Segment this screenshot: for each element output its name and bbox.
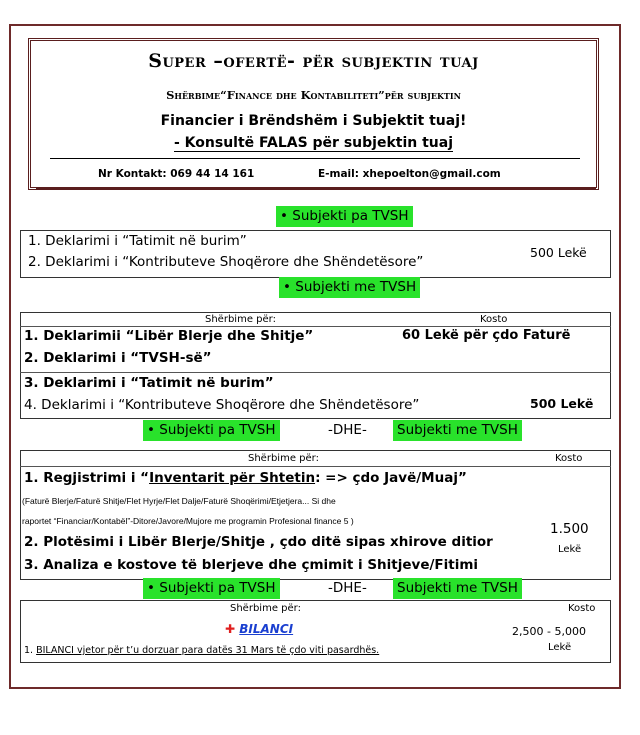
badge-pa-tvsh: • Subjekti pa TVSH: [276, 206, 413, 227]
banner3-me-tvsh: Subjekti me TVSH: [393, 420, 522, 441]
section3-price: 1.500: [550, 521, 589, 537]
contact-phone: Nr Kontakt: 069 44 14 161: [98, 168, 255, 180]
section1-item-1: 1. Deklarimi i “Tatimit në burim”: [28, 233, 247, 249]
banner4-me-tvsh: Subjekti me TVSH: [393, 578, 522, 599]
page-subtitle: Shërbime“Finance dhe Kontabiliteti”për subjektin: [166, 88, 461, 102]
section3-col-services: Shërbime për:: [248, 453, 319, 464]
banner4-dhe: -DHE-: [328, 580, 367, 596]
section3-price-unit: Lekë: [558, 544, 582, 555]
bilanci-heading: [225, 622, 293, 636]
banner3-dhe: -DHE-: [328, 422, 367, 438]
bilanci-link[interactable]: BILANCI: [36, 645, 74, 656]
header-tagline: Financier i Brëndshëm i Subjektit tuaj!: [160, 113, 467, 129]
plus-icon: ✚: [225, 622, 236, 636]
section4-col-cost: Kosto: [568, 603, 596, 614]
header-divider: [50, 158, 580, 159]
section3-note-1: (Faturë Blerje/Faturë Shitje/Flet Hyrje/Flet Dalje/Faturë Shoqërimi/Etjetjera... Si dhe: [22, 496, 336, 506]
section4-price: 2,500 - 5,000: [512, 625, 586, 638]
section2-col-cost: Kosto: [480, 314, 508, 325]
section3-col-cost: Kosto: [555, 453, 583, 464]
section1-item-2: 2. Deklarimi i “Kontributeve Shoqërore dhe Shëndetësore”: [28, 254, 424, 270]
section1-price: 500 Lekë: [530, 245, 587, 260]
badge-me-tvsh: • Subjekti me TVSH: [279, 277, 420, 298]
section4-item-1: [24, 645, 379, 656]
contact-email: E-mail: xhepoelton@gmail.com: [318, 168, 501, 180]
section3-header-rule: [20, 466, 611, 467]
header-bottom-rule: [36, 187, 596, 189]
banner4-pa-tvsh: • Subjekti pa TVSH: [143, 578, 280, 599]
header-consult-text: - Konsultë FALAS për subjektin tuaj: [174, 135, 453, 151]
section2-item-1: 1. Deklarimii “Libër Blerje dhe Shitje”: [24, 328, 314, 344]
section3-item-1-suffix: : => çdo Javë/Muaj”: [315, 470, 467, 486]
section3-item-1-prefix: 1. Regjistrimi i “: [24, 470, 150, 486]
section3-note-2: raportet “Financiar/Kontabël”-Ditore/Javore/Mujore me programin Profesional finance 5 ): [22, 516, 354, 526]
section4-col-services: Shërbime për:: [230, 603, 301, 614]
page-title: Super –ofertë- për subjektin tuaj: [148, 50, 479, 72]
section4-price-unit: Lekë: [548, 642, 572, 653]
section2-item-4: 4. Deklarimi i “Kontributeve Shoqërore dhe Shëndetësore”: [24, 397, 420, 413]
section4-item-prefix: 1.: [24, 645, 37, 656]
section3-item-3: 3. Analiza e kostove të blerjeve dhe çmimit i Shitjeve/Fitimi: [24, 557, 479, 573]
section3-item-2: 2. Plotësimi i Libër Blerje/Shitje , çdo ditë sipas xhirove ditior: [24, 534, 493, 550]
section2-price-2: 500 Lekë: [530, 396, 594, 411]
section2-header-rule: [20, 326, 611, 327]
section3-item-1: [24, 470, 467, 486]
section2-mid-rule: [20, 372, 611, 373]
banner3-pa-tvsh: • Subjekti pa TVSH: [143, 420, 280, 441]
section2-price-1: 60 Lekë për çdo Faturë: [402, 328, 571, 343]
section2-col-services: Shërbime për:: [205, 314, 276, 325]
section4-item-rest: vjetor për t’u dorzuar para datës 31 Mars të çdo viti pasardhës.: [73, 645, 380, 656]
header-consult: [28, 135, 599, 151]
inventar-link[interactable]: Inventarit për Shtetin: [149, 470, 316, 486]
section2-item-3: 3. Deklarimi i “Tatimit në burim”: [24, 375, 274, 391]
bilanci-heading-text: BILANCI: [239, 622, 294, 636]
section2-item-2: 2. Deklarimi i “TVSH-së”: [24, 350, 212, 366]
